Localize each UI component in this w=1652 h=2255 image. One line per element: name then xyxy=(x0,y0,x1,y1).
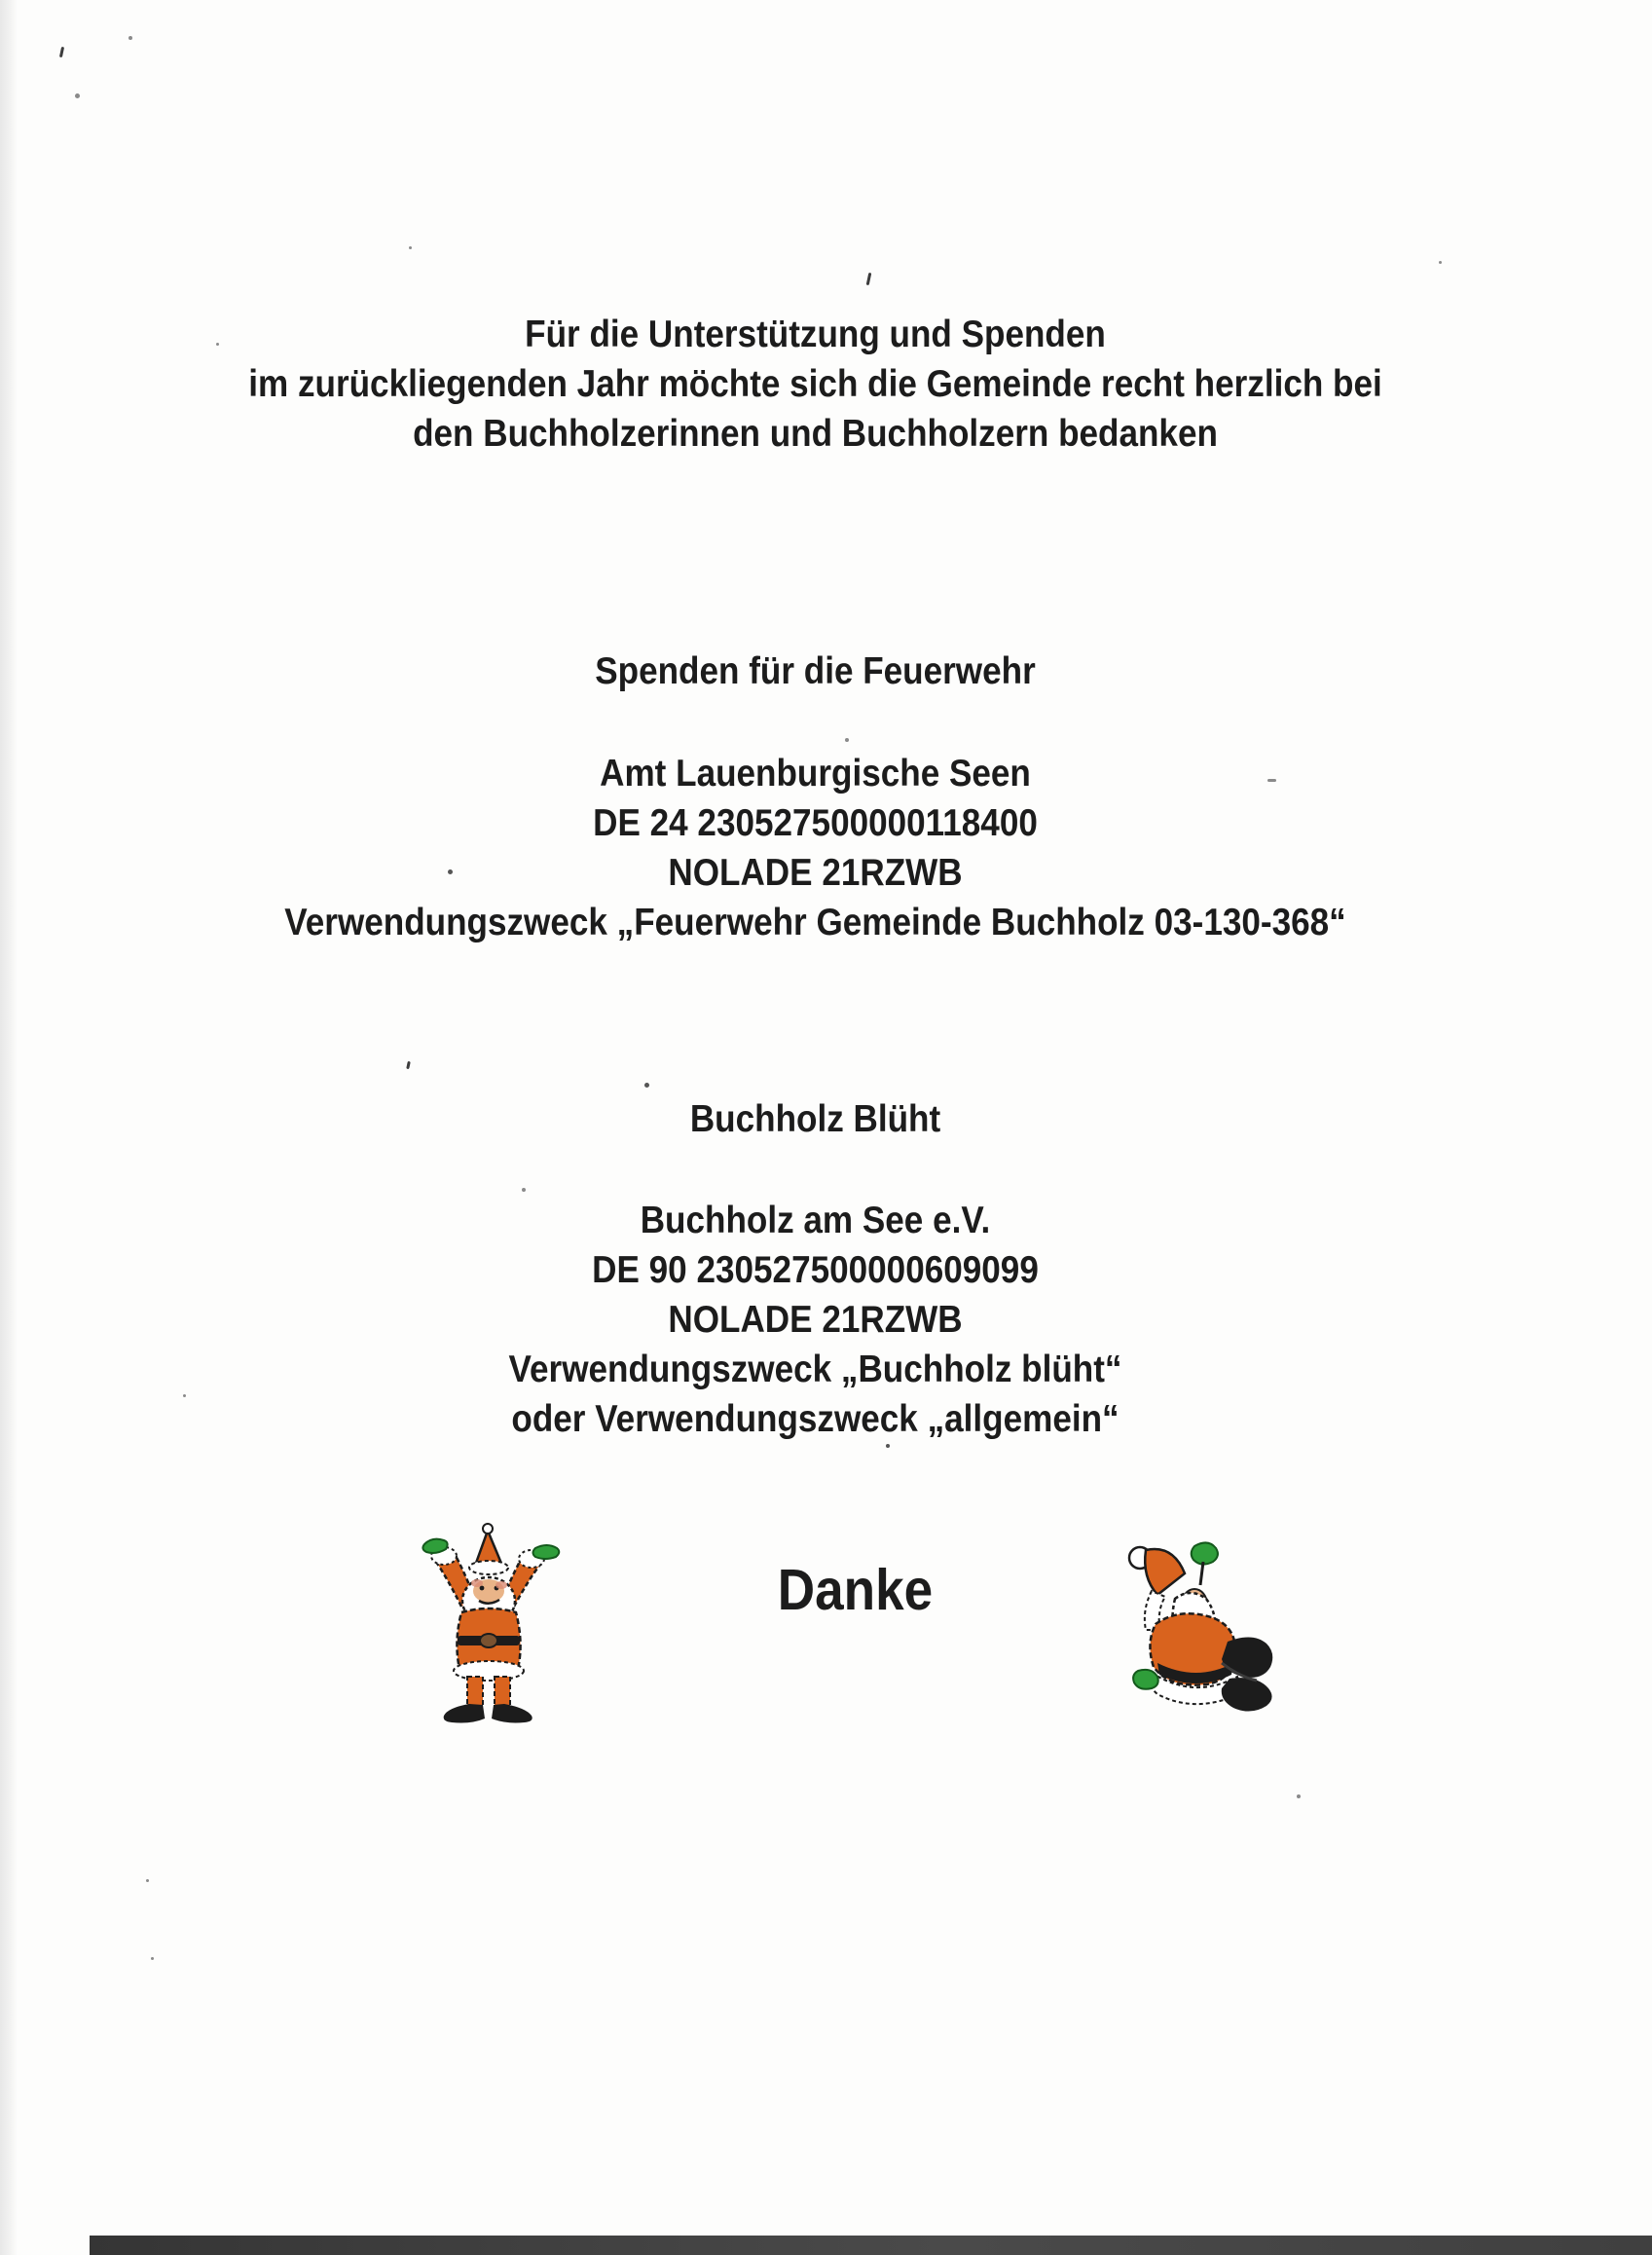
intro-line-1: Für die Unterstützung und Spenden xyxy=(525,314,1106,355)
payment-reference-alt: oder Verwendungszweck „allgemein“ xyxy=(511,1398,1120,1440)
account-holder: Amt Lauenburgische Seen xyxy=(600,753,1031,795)
scan-speck xyxy=(1439,261,1442,264)
bic: NOLADE 21RZWB xyxy=(668,852,963,894)
scan-speck xyxy=(59,47,64,57)
santa-sitting-icon xyxy=(1113,1517,1278,1733)
bic: NOLADE 21RZWB xyxy=(668,1299,963,1341)
scan-speck xyxy=(644,1083,649,1088)
scan-bottom-bar xyxy=(90,2236,1652,2255)
closing-danke: Danke xyxy=(777,1558,934,1622)
scan-speck xyxy=(406,1061,411,1069)
account-holder: Buchholz am See e.V. xyxy=(640,1200,991,1241)
santa-standing-icon xyxy=(411,1511,565,1727)
section-heading-feuerwehr: Spenden für die Feuerwehr xyxy=(595,650,1036,692)
bank-details-bluht xyxy=(72,1196,1559,1444)
santa-standing-image xyxy=(411,1511,565,1727)
payment-reference: Verwendungszweck „Buchholz blüht“ xyxy=(508,1349,1122,1390)
scan-speck xyxy=(409,246,412,249)
intro-line-2: im zurückliegenden Jahr möchte sich die Gemeinde recht herzlich bei xyxy=(248,363,1382,405)
scan-speck xyxy=(866,273,872,285)
scan-left-edge xyxy=(0,0,18,2255)
scan-speck xyxy=(146,1879,149,1882)
intro-line-3: den Buchholzerinnen und Buchholzern bedanken xyxy=(413,413,1218,455)
scan-speck xyxy=(151,1957,154,1960)
intro-paragraph xyxy=(72,310,1559,459)
bank-details-feuerwehr xyxy=(72,749,1559,947)
santa-sitting-image xyxy=(1113,1517,1278,1733)
scan-speck xyxy=(75,93,80,98)
payment-reference: Verwendungszweck „Feuerwehr Gemeinde Buchholz 03-130-368“ xyxy=(284,902,1346,943)
iban: DE 24 230527500000118400 xyxy=(593,802,1038,844)
scan-speck xyxy=(128,36,132,40)
scan-speck xyxy=(886,1444,890,1448)
scan-speck xyxy=(845,738,849,742)
section-heading-bluht: Buchholz Blüht xyxy=(689,1098,941,1140)
scan-speck xyxy=(522,1188,526,1192)
iban: DE 90 230527500000609099 xyxy=(592,1249,1039,1291)
scan-speck xyxy=(1297,1794,1301,1798)
